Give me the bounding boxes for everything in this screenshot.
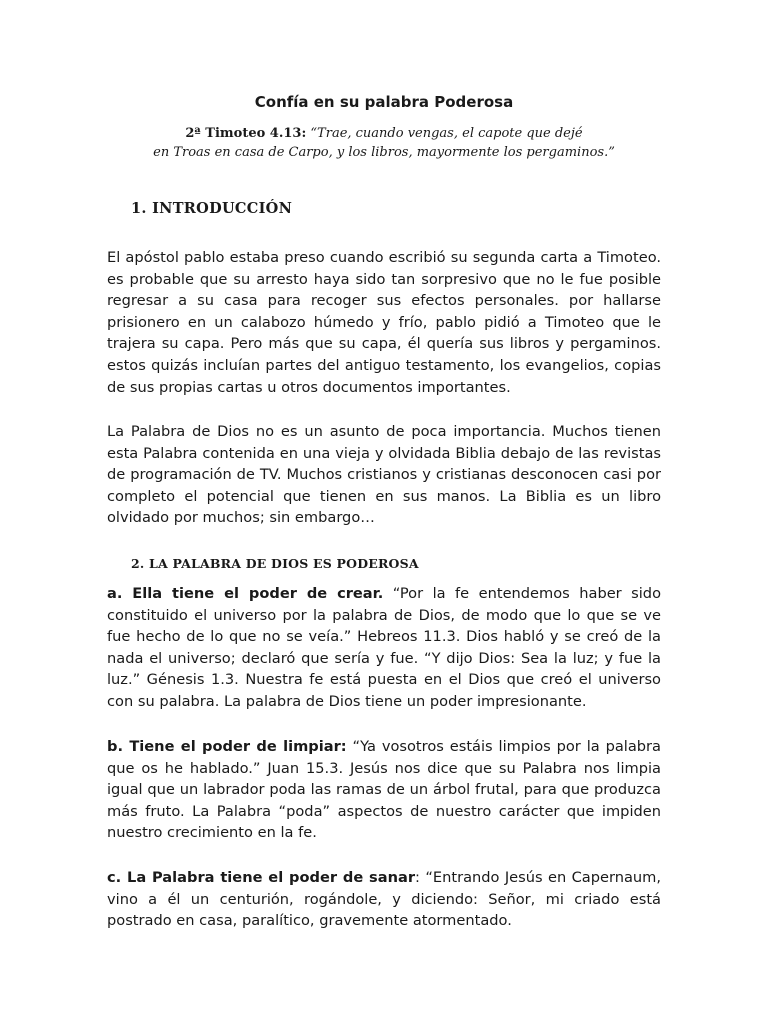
intro-paragraph-1: El apóstol pablo estaba preso cuando escribió su segunda carta a Timoteo. es probable que su arresto haya sido tan sorpresivo que no le fue posible regresar a su casa para recoger sus efectos personales. por hallarse prisionero en un calabozo húmedo y frío, pablo pidió a Timoteo que le trajera su capa. Pero más que su capa, él quería sus libros y pergaminos. estos quizás incluían partes del antiguo testamento, los evangelios, copias de sus propias cartas u otros documentos importantes. <box>107 249 661 396</box>
document-title: Confía en su palabra Poderosa <box>254 93 514 111</box>
verse-quote-line-1: “Trae, cuando vengas, el capote que dejé <box>310 126 583 141</box>
verse-reference: 2ª Timoteo 4.13: <box>185 126 307 141</box>
point-a-lead: a. Ella tiene el poder de crear. <box>107 585 384 602</box>
epigraph-verse <box>107 124 661 162</box>
intro-paragraph-2: La Palabra de Dios no es un asunto de poca importancia. Muchos tienen esta Palabra contenida en una vieja y olvidada Biblia debajo de las revistas de programación de TV. Muchos cristianos y cristianas desconocen casi por completo el potencial que tienen en sus manos. La Biblia es un libro olvidado por muchos; sin embargo… <box>107 423 661 527</box>
point-b-paragraph <box>107 736 661 844</box>
section-heading-introduccion: 1. INTRODUCCIÓN <box>131 200 293 217</box>
point-a-paragraph <box>107 583 661 713</box>
point-c-paragraph <box>107 867 661 932</box>
point-c-lead: c. La Palabra tiene el poder de sanar <box>107 869 416 886</box>
section-heading-palabra-poderosa: 2. LA PALABRA DE DIOS ES PODEROSA <box>131 556 419 571</box>
point-b-text: “Ya vosotros estáis limpios por la palabra que os he hablado.” Juan 15.3. Jesús nos dice que su Palabra nos limpia igual que un labrador poda las ramas de un árbol frutal, para que produzca más fruto. La Palabra “poda” aspectos de nuestro carácter que impiden nuestro crecimiento en la fe. <box>107 738 662 842</box>
point-b-lead: b. Tiene el poder de limpiar: <box>107 738 347 755</box>
point-c-text: : “Entrando Jesús en Capernaum, vino a él un centurión, rogándole, y diciendo: Señor, mi criado está postrado en casa, paralítico, gravemente atormentado. <box>107 869 661 930</box>
point-c-clip <box>107 867 661 937</box>
point-a-text: “Por la fe entendemos haber sido constituido el universo por la palabra de Dios, de modo que lo que se ve fue hecho de lo que no se veía.” Hebreos 11.3. Dios habló y se creó de la nada el universo; declaró que sería y fue. “Y dijo Dios: Sea la luz; y fue la luz.” Génesis 1.3. Nuestra fe está puesta en el Dios que creó el universo con su palabra. La palabra de Dios tiene un poder impresionante. <box>107 585 661 710</box>
verse-quote-line-2: en Troas en casa de Carpo, y los libros, mayormente los pergaminos.” <box>153 145 615 160</box>
